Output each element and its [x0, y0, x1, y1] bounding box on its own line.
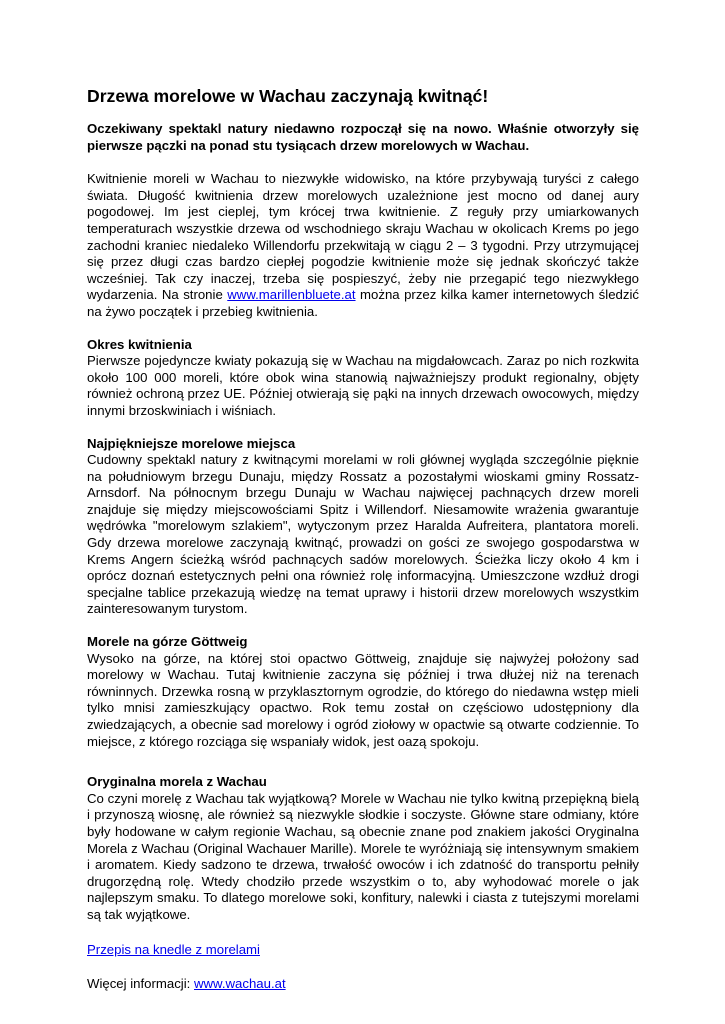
more-info-label: Więcej informacji: [87, 976, 194, 992]
intro-paragraph [87, 171, 639, 320]
section-gottweig [87, 634, 639, 750]
section-best-places [87, 436, 639, 619]
recipe-paragraph [87, 942, 639, 959]
intro-text-after-link: można przez kilka kamer internetowych śledzić na żywo początek i przebieg kwitnienia. [87, 287, 639, 319]
marillenbluete-link[interactable]: www.marillenbluete.at [227, 287, 356, 303]
document-page [87, 86, 639, 993]
section-heading: Morele na górze Göttweig [87, 634, 248, 650]
more-info-paragraph [87, 976, 639, 993]
section-heading: Najpiękniejsze morelowe miejsca [87, 435, 296, 451]
section-body: Cudowny spektakl natury z kwitnącymi morelami w roli głównej wygląda szczególnie pięknie na południowym brzegu Dunaju, między Rossatz a pozostałymi wioskami gminy Rossatz-Arnsdorf. Na północnym brzegu Dunaju w Wachau najwięcej pachnących drzew moreli znajduje się między miejscowościami Spitz i Willendorf. Niesamowite wrażenia gwarantuje wędrówka "morelowym szlakiem", wytyczonym przez Haralda Aufreitera, plantatora moreli. Gdy drzewa morelowe zaczynają kwitnąć, prowadzi on gości ze swojego gospodarstwa w Krems Angern ścieżką wśród pachnących sadów morelowych. Ścieżka liczy około 4 km i oprócz doznań estetycznych pełni ona również rolę informacyjną. Umieszczone wzdłuż drogi specjalne tablice przekazują wiedzę na temat uprawy i historii drzew morelowych wszystkim zainteresowanym turystom. [87, 452, 639, 617]
page-title: Drzewa morelowe w Wachau zaczynają kwitnąć! [87, 86, 489, 106]
wachau-link[interactable]: www.wachau.at [194, 976, 286, 992]
section-original-apricot [87, 774, 639, 923]
section-body: Co czyni morelę z Wachau tak wyjątkową? Morele w Wachau nie tylko kwitną przepiękną bielą i przynoszą wiosnę, ale również są niezwykle słodkie i soczyste. Główne stare odmiany, które były hodowane w całym regionie Wachau, są obecnie znane pod znakiem jakości Oryginalna Morela z Wachau (Original Wachauer Marille). Morele te wyróżniają się intensywnym smakiem i aromatem. Kiedy sadzono te drzewa, trwałość owoców i ich zdatność do transportu pełniły drugorzędną rolę. Wtedy chodziło przede wszystkim o to, aby wyhodować morele o jak najlepszym smaku. To dlatego morelowe soki, konfitury, nalewki i ciasta z tutejszymi morelami są tak wyjątkowe. [87, 790, 639, 922]
section-body: Wysoko na górze, na której stoi opactwo Göttweig, znajduje się najwyżej położony sad morelowy w Wachau. Tutaj kwitnienie zaczyna się później i trwa dłużej niż na terenach równinnych. Drzewka rosną w przyklasztornym ogrodzie, do którego do niedawna wstęp mieli tylko mnisi zamieszkujący opactwo. Rok temu został on częściowo udostępniony dla zwiedzających, a obecnie sad morelowy i ogród ziołowy w opactwie są otwarte codziennie. To miejsce, z którego rozciąga się wspaniały widok, jest oazą spokoju. [87, 650, 639, 749]
section-heading: Okres kwitnienia [87, 336, 192, 352]
section-bloom-period [87, 337, 639, 420]
recipe-link[interactable]: Przepis na knedle z morelami [87, 941, 260, 957]
intro-text-before-link: Kwitnienie moreli w Wachau to niezwykłe widowisko, na które przybywają turyści z całego świata. Długość kwitnienia drzew morelowych uzależnione jest mocno od danej aury pogodowej. Im jest cieplej, tym krócej trwa kwitnienie. Z reguły przy umiarkowanych temperaturach wszystkie drzewa od wschodniego skraju Wachau w okolicach Krems po jego zachodni kraniec niedaleko Willendorfu przekwitają w ciągu 2 – 3 tygodni. Przy utrzymującej się przez długi czas bardzo ciepłej pogodzie kwitnienie może się jednak skończyć także wcześniej. Tak czy inaczej, trzeba się pospieszyć, żeby nie przegapić tego niezwykłego wydarzenia. Na stronie [87, 171, 639, 303]
section-body: Pierwsze pojedyncze kwiaty pokazują się w Wachau na migdałowcach. Zaraz po nich rozkwita około 100 000 moreli, które obok wina stanowią najważniejszy produkt regionalny, objęty również ochroną przez UE. Później otwierają się pąki na innych drzewach owocowych, między innymi brzoskwiniach i wiśniach. [87, 353, 639, 418]
section-heading: Oryginalna morela z Wachau [87, 774, 267, 790]
lead-paragraph: Oczekiwany spektakl natury niedawno rozpoczął się na nowo. Właśnie otworzyły się pierwsze pączki na ponad stu tysiącach drzew morelowych w Wachau. [87, 121, 639, 153]
